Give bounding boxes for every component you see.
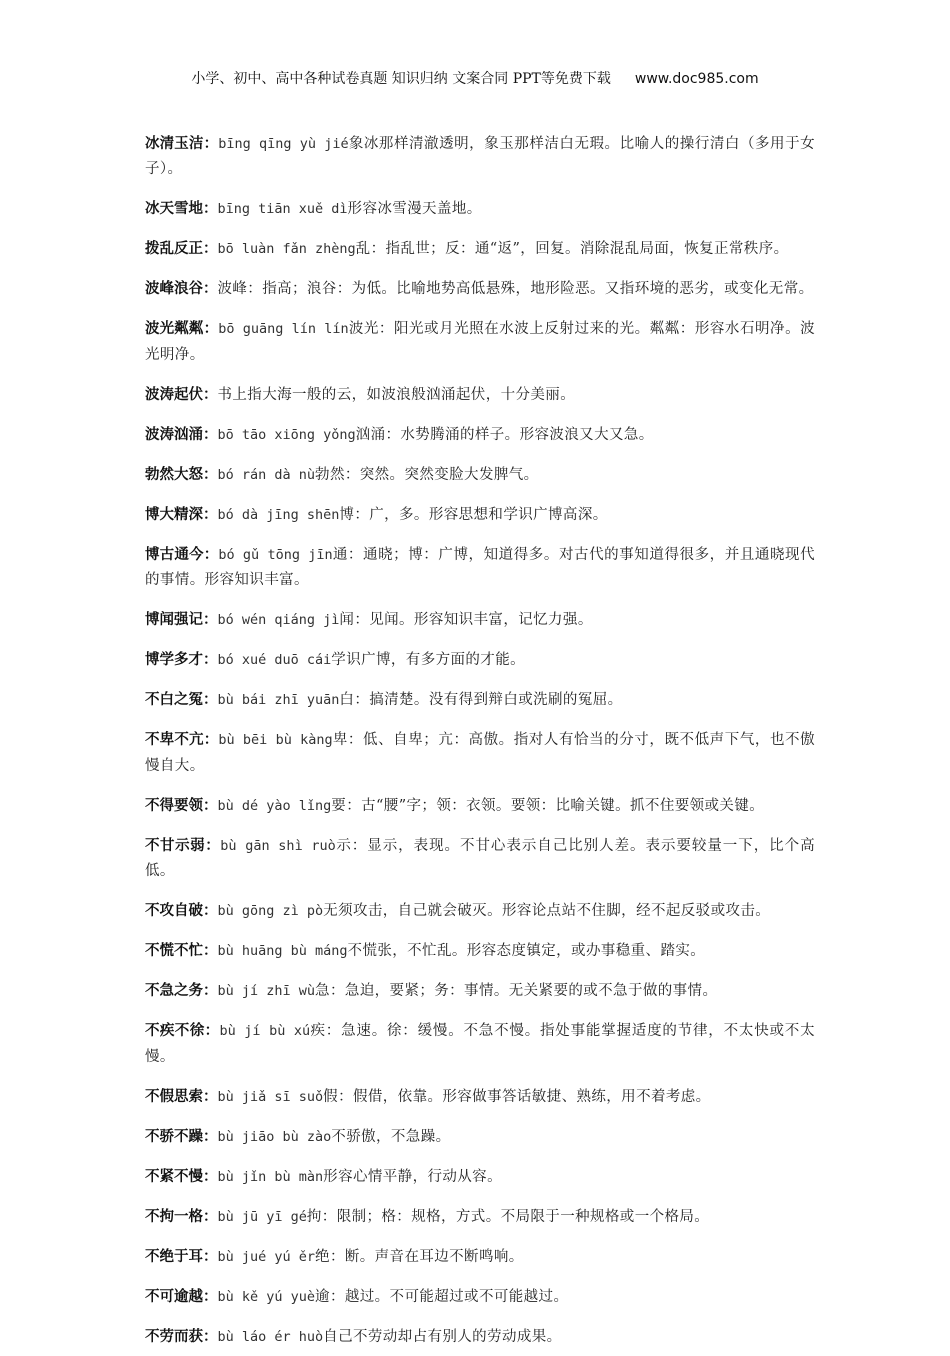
idiom-entry (145, 423, 815, 449)
idiom-entry (145, 277, 815, 303)
idiom-entry (145, 608, 815, 634)
idiom-definition: 形容心情平静，行动从容。 (323, 1168, 502, 1185)
idiom-pinyin: bù kě yú yuè (217, 1288, 316, 1305)
idiom-pinyin: bó xué duō cái (217, 652, 332, 668)
idiom-entry (145, 132, 815, 183)
idiom-entry (145, 728, 815, 779)
idiom-definition: 闻：见闻。形容知识丰富，记忆力强。 (339, 612, 593, 628)
idiom-pinyin: bù jiāo bù zào (217, 1128, 332, 1145)
idiom-definition: 汹涌：水势腾涌的样子。形容波浪又大又急。 (355, 426, 654, 443)
idiom-entry (145, 1285, 815, 1311)
idiom-entry (145, 383, 815, 409)
idiom-pinyin: bō tāo xiōng yǒng (217, 426, 356, 443)
idiom-pinyin: bù bēi bù kàng (218, 732, 333, 748)
idiom-entry (145, 979, 815, 1005)
idiom-entry (145, 1125, 815, 1151)
idiom-entry (145, 543, 815, 594)
idiom-entry (145, 1019, 815, 1070)
idiom-term: 不得要领： (145, 797, 218, 814)
idiom-pinyin: bó wén qiáng jì (217, 612, 340, 628)
idiom-pinyin: bó dà jīng shēn (217, 506, 340, 523)
idiom-definition: 勃然：突然。突然变脸大发脾气。 (315, 466, 539, 483)
idiom-definition: 博：广，多。形容思想和学识广博高深。 (339, 506, 608, 523)
idiom-pinyin: bīng qīng yù jié (218, 135, 349, 152)
idiom-term: 不急之务： (145, 983, 218, 999)
idiom-entry (145, 317, 815, 368)
idiom-pinyin: bō luàn fǎn zhèng (217, 241, 356, 257)
idiom-term: 不白之冤： (145, 692, 218, 708)
idiom-term: 不疾不徐： (145, 1023, 220, 1039)
idiom-pinyin: bù jǐn bù màn (217, 1168, 324, 1185)
idiom-pinyin: bù huāng bù máng (217, 943, 348, 959)
idiom-definition: 不骄傲，不急躁。 (331, 1128, 451, 1145)
idiom-pinyin: bù bái zhī yuān (217, 692, 340, 708)
idiom-term: 波涛汹涌： (145, 426, 218, 443)
idiom-term: 不绝于耳： (145, 1248, 218, 1265)
idiom-entry (145, 939, 815, 965)
idiom-entry (145, 1325, 815, 1351)
idiom-entry (145, 1205, 815, 1231)
idiom-definition: 白：搞清楚。没有得到辩白或洗刷的冤屈。 (339, 692, 623, 708)
idiom-pinyin: bù dé yào lǐng (217, 797, 332, 814)
idiom-pinyin: bō guāng lín lín (218, 321, 349, 337)
idiom-term: 不拘一格： (145, 1208, 218, 1225)
idiom-entry (145, 197, 815, 223)
idiom-definition: 拘：限制；格：规格，方式。不局限于一种规格或一个格局。 (306, 1208, 710, 1225)
idiom-definition: 绝：断。声音在耳边不断鸣响。 (315, 1248, 524, 1265)
idiom-term: 波涛起伏： (145, 386, 218, 403)
idiom-entry (145, 899, 815, 925)
idiom-pinyin: bù gōng zì pò (217, 903, 324, 919)
idiom-term: 拨乱反正： (145, 241, 218, 257)
idiom-term: 博闻强记： (145, 612, 218, 628)
idiom-definition: 要：古“腰”字；领：衣领。要领：比喻关键。抓不住要领或关键。 (331, 797, 765, 814)
idiom-entry (145, 1165, 815, 1191)
idiom-definition: 形容冰雪漫天盖地。 (347, 201, 482, 217)
idiom-entry (145, 834, 815, 885)
idiom-definition: 无须攻击，自己就会破灭。形容论点站不住脚，经不起反驳或攻击。 (323, 903, 771, 919)
idiom-term: 不骄不躁： (145, 1128, 218, 1145)
idiom-term: 不假思索： (145, 1088, 218, 1105)
idiom-definition: 逾：越过。不可能超过或不可能越过。 (315, 1288, 569, 1305)
idiom-definition: 示：显示，表现。不甘心表示自己比别人差。表示要较量一下，比个高低。 (145, 837, 815, 879)
idiom-definition: 波光：阳光或月光照在水波上反射过来的光。粼粼：形容水石明净。波光明净。 (145, 321, 816, 363)
idiom-definition: 不慌张，不忙乱。形容态度镇定，或办事稳重、踏实。 (347, 943, 706, 959)
idiom-term: 不可逾越： (145, 1288, 218, 1305)
idiom-term: 冰天雪地： (145, 201, 218, 217)
idiom-pinyin: bó rán dà nù (217, 466, 316, 483)
idiom-entry (145, 648, 815, 674)
idiom-entry (145, 1085, 815, 1111)
idiom-entry (145, 503, 815, 529)
idiom-term: 冰清玉洁： (145, 135, 219, 152)
idiom-pinyin: bù gān shì ruò (220, 837, 336, 854)
idiom-term: 不卑不亢： (145, 732, 219, 748)
idiom-term: 波峰浪谷： (145, 281, 218, 297)
idiom-term: 博古通今： (145, 546, 219, 563)
idiom-term: 不劳而获： (145, 1328, 218, 1345)
idiom-pinyin: bù jué yú ěr (217, 1248, 316, 1265)
idiom-definition: 波峰：指高；浪谷：为低。比喻地势高低悬殊，地形险恶。又指环境的恶劣，或变化无常。 (217, 281, 814, 297)
idiom-definition: 自己不劳动却占有别人的劳动成果。 (323, 1328, 562, 1345)
idiom-pinyin: bó gǔ tōng jīn (218, 546, 333, 563)
idiom-list (145, 117, 815, 1356)
idiom-definition: 通：通晓；博：广博，知道得多。对古代的事知道得很多，并且通晓现代的事情。形容知识丰富。 (145, 546, 816, 588)
header-site-link[interactable]: www.doc985.com (634, 71, 759, 87)
idiom-definition: 乱：指乱世；反：通“返”，回复。消除混乱局面，恢复正常秩序。 (355, 241, 789, 257)
idiom-entry (145, 463, 815, 489)
idiom-definition: 卑：低、自卑；亢：高傲。指对人有恰当的分寸，既不低声下气，也不傲慢自大。 (145, 732, 816, 774)
idiom-entry (145, 688, 815, 714)
page-header (0, 68, 950, 88)
idiom-definition: 象冰那样清澈透明，象玉那样洁白无瑕。比喻人的操行清白（多用于女子）。 (145, 135, 816, 177)
idiom-entry (145, 794, 815, 820)
idiom-pinyin: bīng tiān xuě dì (217, 201, 348, 217)
idiom-definition: 急：急迫，要紧；务：事情。无关紧要的或不急于做的事情。 (315, 983, 718, 999)
idiom-definition: 学识广博，有多方面的才能。 (331, 652, 525, 668)
idiom-term: 不慌不忙： (145, 943, 218, 959)
idiom-term: 不紧不慢： (145, 1168, 218, 1185)
idiom-entry (145, 1245, 815, 1271)
idiom-pinyin: bù jū yī gé (217, 1208, 307, 1225)
idiom-term: 博学多才： (145, 652, 218, 668)
idiom-term: 勃然大怒： (145, 466, 218, 483)
idiom-definition: 疾：急速。徐：缓慢。不急不慢。指处事能掌握适度的节律，不太快或不太慢。 (145, 1023, 815, 1065)
idiom-pinyin: bù jí bù xú (219, 1023, 311, 1039)
idiom-pinyin: bù jiǎ sī suǒ (217, 1088, 324, 1105)
idiom-pinyin: bù láo ér huò (217, 1328, 324, 1345)
idiom-entry (145, 237, 815, 263)
idiom-term: 博大精深： (145, 506, 218, 523)
idiom-term: 波光粼粼： (145, 321, 219, 337)
idiom-definition: 书上指大海一般的云，如波浪般汹涌起伏，十分美丽。 (217, 386, 576, 403)
idiom-term: 不攻自破： (145, 903, 218, 919)
idiom-pinyin: bù jí zhī wù (217, 983, 316, 999)
idiom-definition: 假：假借，依靠。形容做事答话敏捷、熟练，用不着考虑。 (323, 1088, 711, 1105)
idiom-term: 不甘示弱： (145, 837, 221, 854)
header-text: 小学、初中、高中各种试卷真题 知识归纳 文案合同 PPT等免费下载 (191, 71, 611, 87)
